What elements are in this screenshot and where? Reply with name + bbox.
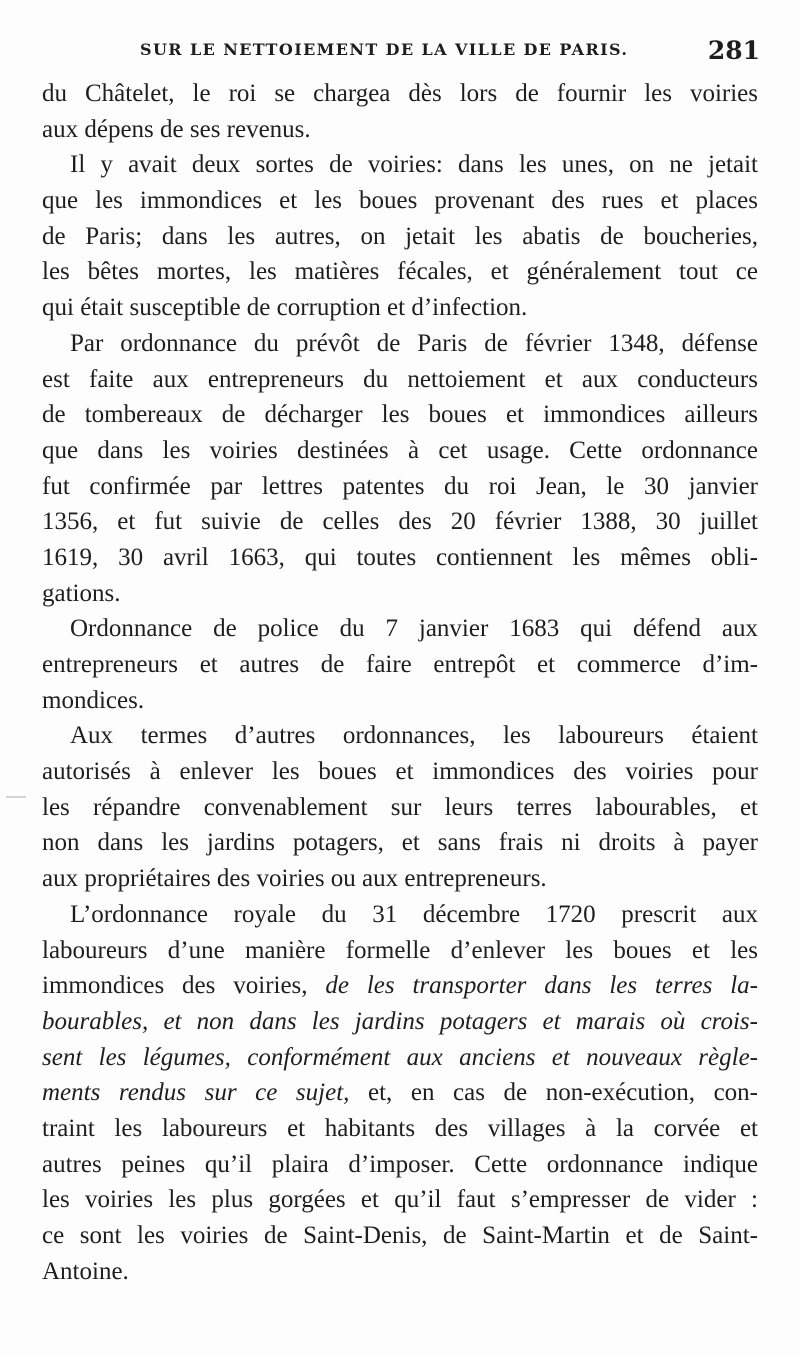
text-run: qui était susceptible de corruption et d’infection. xyxy=(42,294,528,322)
text-run: que les immondices et les boues provenant des rues et places xyxy=(42,187,758,215)
text-run: les bêtes mortes, les matières fécales, et généralement tout ce xyxy=(42,258,758,286)
text-run: fut confirmée par lettres patentes du roi Jean, le 30 janvier xyxy=(42,472,758,500)
text-line xyxy=(42,540,758,576)
text-run: les voiries les plus gorgées et qu’il faut s’empresser de vider : xyxy=(42,1186,758,1214)
text-run: Il y avait deux sortes de voiries: dans les unes, on ne jetait xyxy=(70,151,758,179)
text-run: ce sont les voiries de Saint-Denis, de Saint-Martin et de Saint- xyxy=(42,1222,758,1249)
text-run: laboureurs d’une manière formelle d’enlever les boues et les xyxy=(42,936,758,964)
text-run: mondices. xyxy=(42,686,145,714)
text-line xyxy=(42,219,758,255)
margin-mark xyxy=(6,796,26,798)
text-line xyxy=(42,683,758,719)
text-run: est faite aux entrepreneurs du nettoiement et aux conducteurs xyxy=(42,365,758,393)
italic-run: ments rendus sur ce sujet, xyxy=(42,1079,350,1107)
text-run: autorisés à enlever les boues et immondices des voiries pour xyxy=(42,758,758,786)
text-run: les répandre convenablement sur leurs terres labourables, et xyxy=(42,793,758,821)
text-line xyxy=(42,611,758,647)
text-run: Ordonnance de police du 7 janvier 1683 qui défend aux xyxy=(70,615,758,643)
text-run: Antoine. xyxy=(42,1257,129,1285)
text-line xyxy=(42,183,758,219)
text-run: du Châtelet, le roi se chargea dès lors de fournir les voiries xyxy=(42,80,758,107)
text-run: 1356, et fut suivie de celles des 20 février 1388, 30 juillet xyxy=(42,508,758,536)
running-head xyxy=(140,36,760,66)
text-run: immondices des voiries, xyxy=(42,972,326,1000)
text-run: entrepreneurs et autres de faire entrepôt et commerce d’im- xyxy=(42,651,758,678)
text-line xyxy=(42,1004,758,1040)
text-line xyxy=(42,754,758,790)
text-run: de Paris; dans les autres, on jetait les abatis de boucheries, xyxy=(42,222,758,250)
text-run: autres peines qu’il plaira d’imposer. Cette ordonnance indique xyxy=(42,1150,758,1178)
text-run: Par ordonnance du prévôt de Paris de février 1348, défense xyxy=(70,329,758,357)
text-line xyxy=(42,433,758,469)
text-run: 1619, 30 avril 1663, qui toutes contiennent les mêmes obli- xyxy=(42,543,758,571)
text-line xyxy=(42,469,758,505)
text-run: traint les laboureurs et habitants des villages à la corvée et xyxy=(42,1114,758,1142)
text-line xyxy=(42,647,758,683)
text-line xyxy=(42,576,758,612)
page-number: 281 xyxy=(707,36,760,65)
text-run: que dans les voiries destinées à cet usage. Cette ordonnance xyxy=(42,436,758,464)
text-line xyxy=(42,397,758,433)
text-line xyxy=(42,504,758,540)
italic-run: bourables, et non dans les jardins potagers et marais où crois- xyxy=(42,1007,758,1035)
text-line xyxy=(42,76,758,112)
text-line xyxy=(42,861,758,897)
text-line xyxy=(42,1218,758,1254)
text-line xyxy=(42,1147,758,1183)
text-line xyxy=(42,1075,758,1111)
text-line xyxy=(42,1254,758,1290)
text-run: de tombereaux de décharger les boues et immondices ailleurs xyxy=(42,401,758,429)
text-line xyxy=(42,254,758,290)
text-line xyxy=(42,968,758,1004)
text-run: Aux termes d’autres ordonnances, les laboureurs étaient xyxy=(70,722,758,750)
text-line xyxy=(42,290,758,326)
text-line xyxy=(42,112,758,148)
text-line xyxy=(42,825,758,861)
text-line xyxy=(42,326,758,362)
text-run: et, en cas de non-exécution, con- xyxy=(349,1079,758,1107)
text-line xyxy=(42,790,758,826)
text-line xyxy=(42,1040,758,1076)
text-run: aux propriétaires des voiries ou aux entrepreneurs. xyxy=(42,865,547,893)
text-run: non dans les jardins potagers, et sans frais ni droits à payer xyxy=(42,829,758,857)
text-run: aux dépens de ses revenus. xyxy=(42,115,311,143)
text-line xyxy=(42,933,758,969)
running-title: SUR LE NETTOIEMENT DE LA VILLE DE PARIS. xyxy=(140,40,629,59)
text-line xyxy=(42,147,758,183)
italic-run: sent les légumes, conformément aux anciens et nouveaux règle- xyxy=(42,1043,758,1071)
text-line xyxy=(42,362,758,398)
text-line xyxy=(42,718,758,754)
text-line xyxy=(42,1111,758,1147)
text-run: gations. xyxy=(42,579,121,607)
text-line xyxy=(42,1182,758,1218)
body-text xyxy=(42,76,758,1289)
italic-run: de les transporter dans les terres la- xyxy=(325,972,758,1000)
text-line xyxy=(42,897,758,933)
text-run: L’ordonnance royale du 31 décembre 1720 prescrit aux xyxy=(70,900,758,928)
